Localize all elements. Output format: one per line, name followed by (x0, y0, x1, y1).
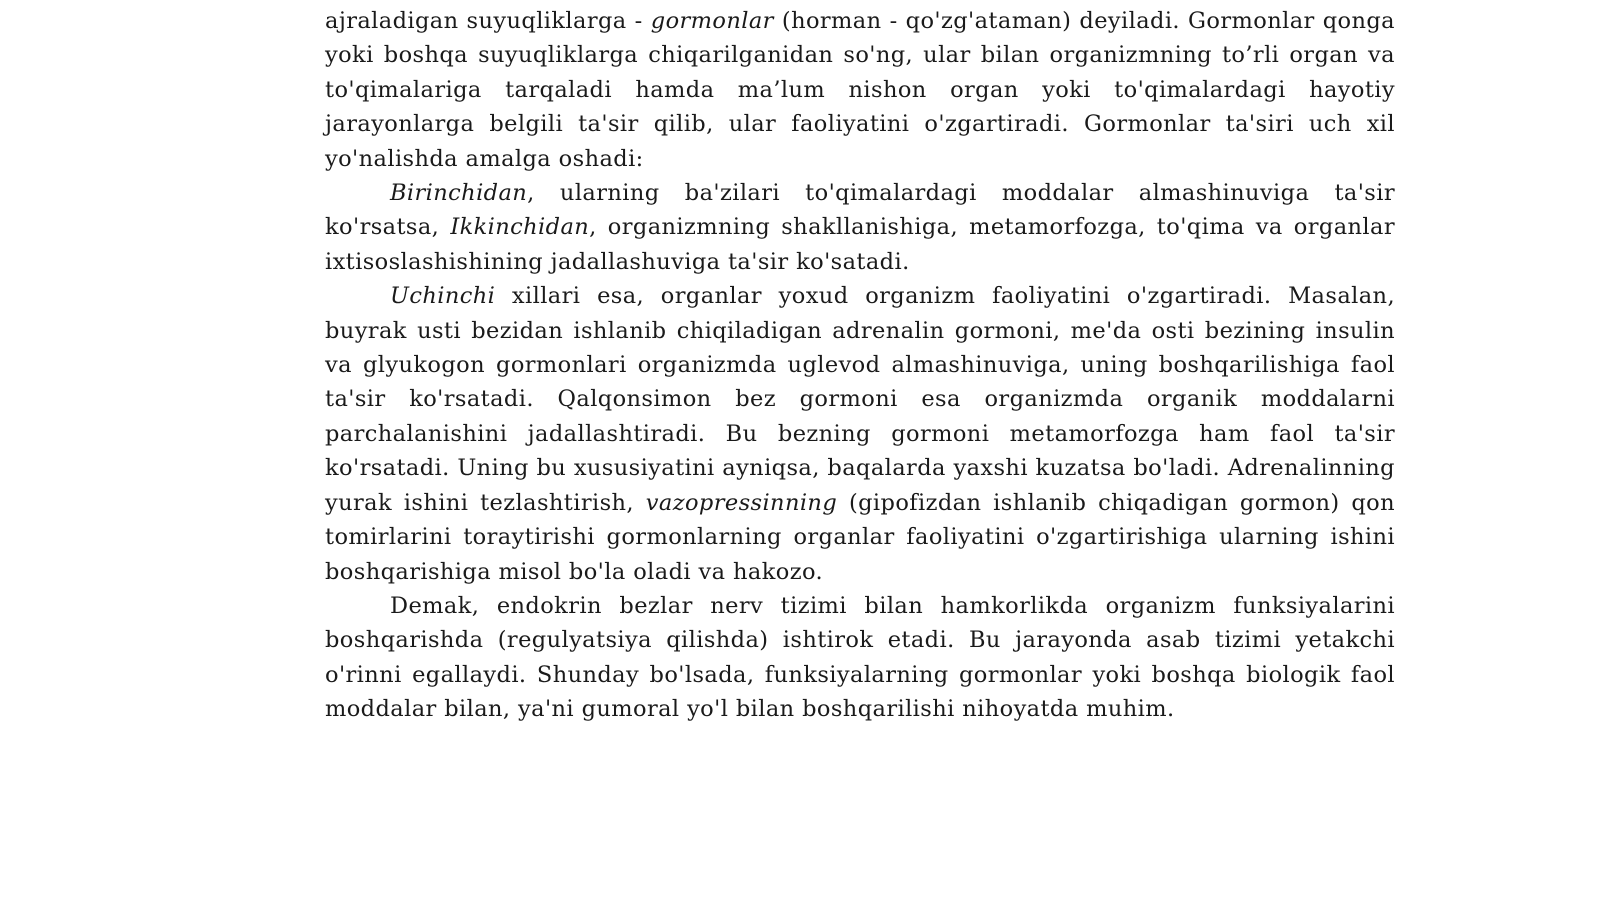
text-segment: , organizmning shakllanishiga, metamorfozga, to'qima va organlar ixtisoslashishining jadallashuviga ta'sir ko'satadi. (325, 214, 1395, 275)
italic-term: Uchinchi (390, 283, 496, 310)
text-segment: (gipofizdan ishlanib chiqadigan gormon) qon tomirlarini toraytirishi gormonlarning organlar faoliyatini o'zgartirishiga ularning ishini boshqarishiga misol bo'la oladi va hakozo. (325, 489, 1395, 585)
text-segment: Demak, endokrin bezlar nerv tizimi bilan hamkorlikda organizm funksiyalarini boshqarishda (regulyatsiya qilishda) ishtirok etadi. Bu jarayonda asab tizimi yetakchi o'rinni egallaydi. Shunday bo'lsada, funksiyalarning gormonlar yoki boshqa biologik faol moddalar bilan, ya'ni gumoral yo'l bilan boshqarilishi nihoyatda muhim. (325, 592, 1395, 723)
italic-term: gormonlar (650, 8, 774, 34)
paragraph-3 (325, 279, 1395, 589)
paragraph-2 (325, 176, 1395, 279)
text-segment: , ularning ba'zilari to'qimalardagi moddalar almashinuviga ta'sir ko'rsatsa, (325, 180, 1395, 241)
italic-term: Birinchidan (390, 180, 528, 207)
italic-term: vazopressinning (645, 489, 838, 516)
paragraph-4 (325, 589, 1395, 727)
document-page (325, 4, 1395, 727)
text-segment: ajraladigan suyuqliklarga - (325, 8, 651, 34)
text-segment: xillari esa, organlar yoxud organizm faoliyatini o'zgartiradi. Masalan, buyrak usti bezidan ishlanib chiqiladigan adrenalin gormoni, me'da osti bezining insulin va glyukogon gormonlari organizmda uglevod almashinuviga, uning boshqarilishiga faol ta'sir ko'rsatadi. Qalqonsimon bez gormoni esa organizmda organik moddalarni parchalanishini jadallashtiradi. Bu bezning gormoni metamorfozga ham faol ta'sir ko'rsatadi. Uning bu xususiyatini ayniqsa, baqalarda yaxshi kuzatsa bo'ladi. Adrenalinning yurak ishini tezlashtirish, (325, 283, 1395, 516)
paragraph-1 (325, 4, 1395, 176)
text-segment: (horman - qo'zg'ataman) deyiladi. Gormonlar qonga yoki boshqa suyuqliklarga chiqarilganidan so'ng, ular bilan organizmning to’rli organ va to'qimalariga tarqaladi hamda ma’lum nishon organ yoki to'qimalardagi hayotiy jarayonlarga belgili ta'sir qilib, ular faoliyatini o'zgartiradi. Gormonlar ta'siri uch xil yo'nalishda amalga oshadi: (325, 8, 1395, 172)
italic-term: Ikkinchidan (450, 214, 590, 241)
